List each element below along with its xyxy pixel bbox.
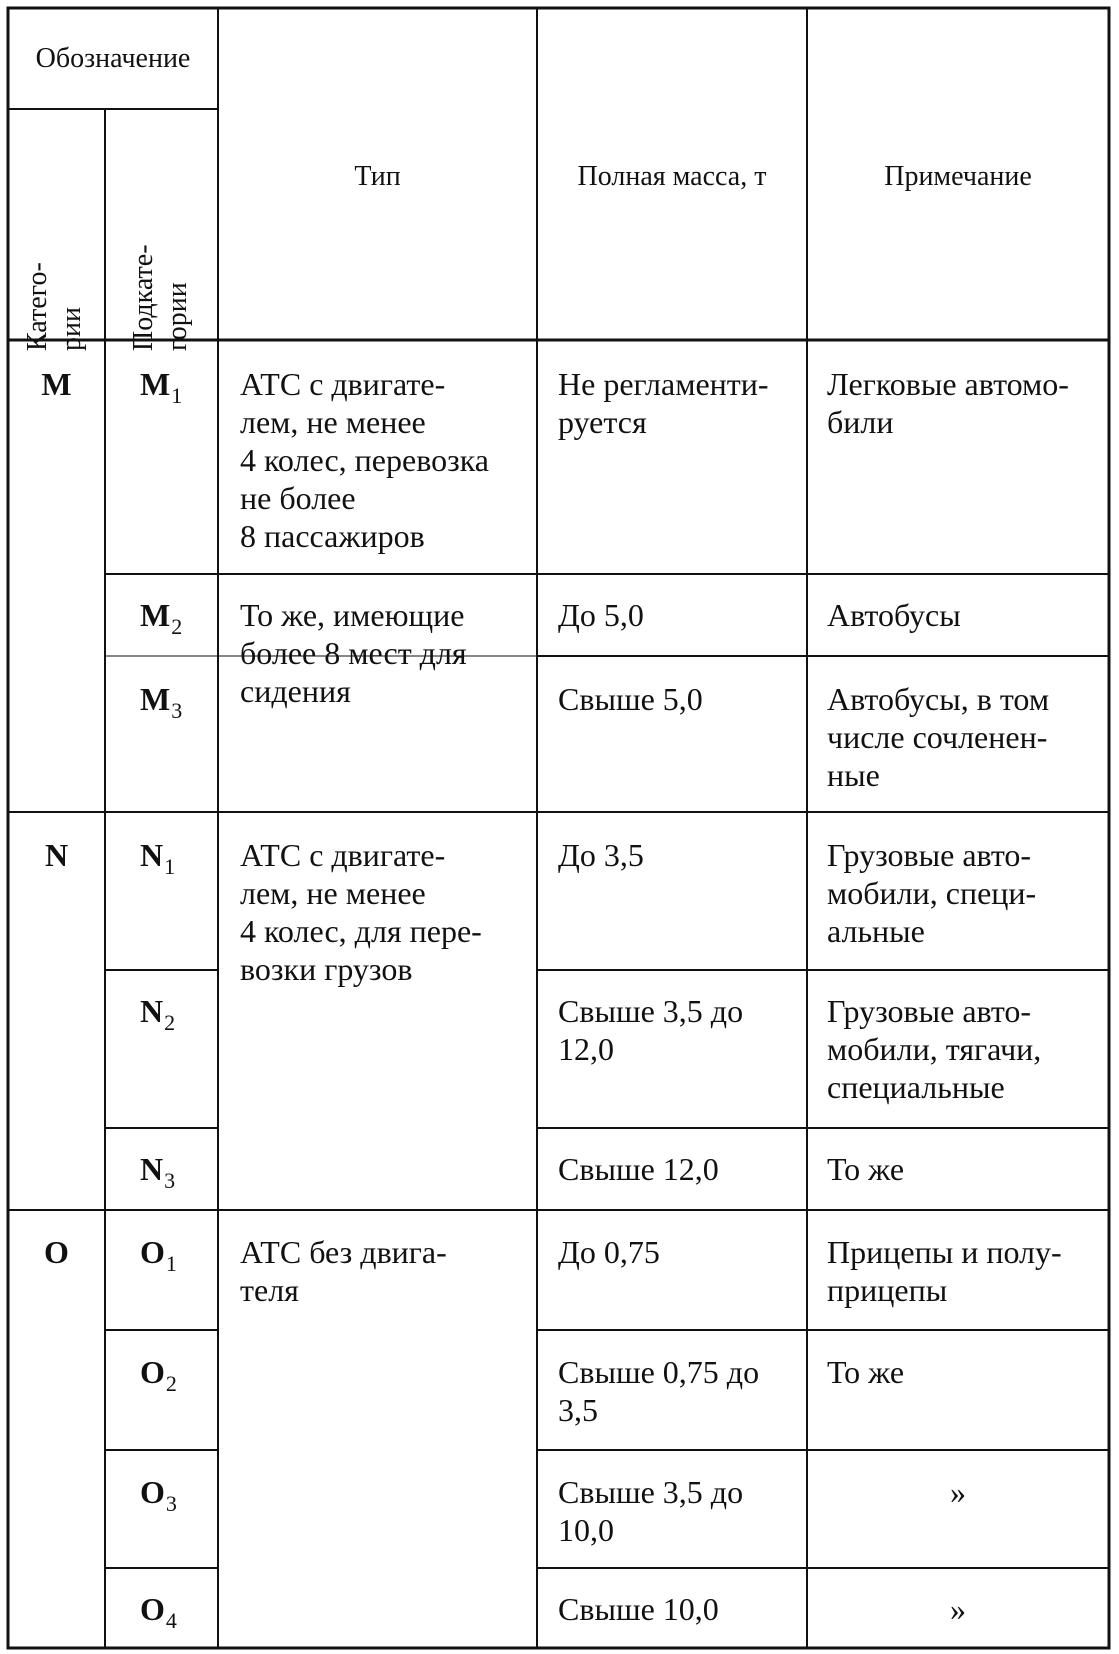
note-cell: » [950,1474,966,1510]
subcategory-cell [140,1353,177,1395]
note-cell: Легковые автомо- били [827,366,1069,440]
subcategory-index: 1 [171,383,183,408]
mass-cell: До 5,0 [558,597,644,633]
subcategory-cell [140,1233,177,1275]
subcategory-cell [140,596,182,638]
mass-cell: Свыше 12,0 [558,1151,719,1187]
header-designation: Обозначение [35,43,191,74]
type-cell: АТС с двигате- лем, не менее 4 колес, перевозка не более 8 пассажиров [240,366,489,554]
subcategory-letter: M [140,681,171,717]
category-cell: O [44,1234,69,1270]
mass-cell: До 0,75 [558,1234,660,1270]
mass-cell: Не регламенти- руется [558,366,769,440]
subcategory-letter: N [140,993,164,1029]
subcategory-index: 4 [165,1608,177,1633]
mass-cell: Свыше 0,75 до 3,5 [558,1354,760,1428]
subcategory-cell [140,1590,177,1632]
subcategory-index: 3 [171,698,183,723]
subcategory-cell [140,836,175,878]
subcategory-cell [140,680,182,722]
note-cell: » [950,1591,966,1627]
subcategory-index: 1 [165,1251,177,1276]
note-cell: Грузовые авто- мобили, специ- альные [827,837,1037,949]
subcategory-letter: N [140,837,164,873]
type-cell: АТС с двигате- лем, не менее 4 колес, для пере- возки грузов [240,837,482,987]
subcategory-letter: O [140,1234,165,1270]
header-gross-mass: Полная масса, т [577,161,767,192]
mass-cell: Свыше 3,5 до 10,0 [558,1474,744,1548]
category-cell: M [41,366,72,402]
subcategory-index: 2 [171,614,183,639]
subcategory-cell [140,1473,177,1515]
subcategory-index: 1 [164,854,176,879]
subcategory-cell [140,1150,175,1192]
subcategory-cell [140,992,175,1034]
subcategory-letter: M [140,366,171,402]
category-cell: N [44,837,69,873]
note-cell: Грузовые авто- мобили, тягачи, специальные [827,993,1042,1105]
subcategory-cell [140,365,182,407]
subcategory-index: 2 [165,1371,177,1396]
header-note: Примечание [884,161,1032,192]
subcategory-letter: N [140,1151,164,1187]
header-type: Тип [354,161,401,192]
subcategory-letter: O [140,1591,165,1627]
note-cell: То же [827,1151,905,1187]
mass-cell: Свыше 10,0 [558,1591,719,1627]
note-cell: Автобусы [827,597,961,633]
type-cell: АТС без двига- теля [240,1234,447,1308]
subcategory-index: 3 [165,1491,177,1516]
note-cell: То же [827,1354,905,1390]
header-category: Катего- рии [22,262,87,351]
subcategory-letter: M [140,597,171,633]
subcategory-letter: O [140,1354,165,1390]
mass-cell: Свыше 5,0 [558,681,703,717]
header-subcategory: Подкате- гории [128,244,193,351]
note-cell: Автобусы, в том числе сочленен- ные [827,681,1050,793]
subcategory-index: 3 [164,1168,176,1193]
mass-cell: До 3,5 [558,837,644,873]
subcategory-letter: O [140,1474,165,1510]
mass-cell: Свыше 3,5 до 12,0 [558,993,744,1067]
note-cell: Прицепы и полу- прицепы [827,1234,1062,1308]
subcategory-index: 2 [164,1010,176,1035]
type-cell: То же, имеющие более 8 мест для сидения [240,597,467,709]
